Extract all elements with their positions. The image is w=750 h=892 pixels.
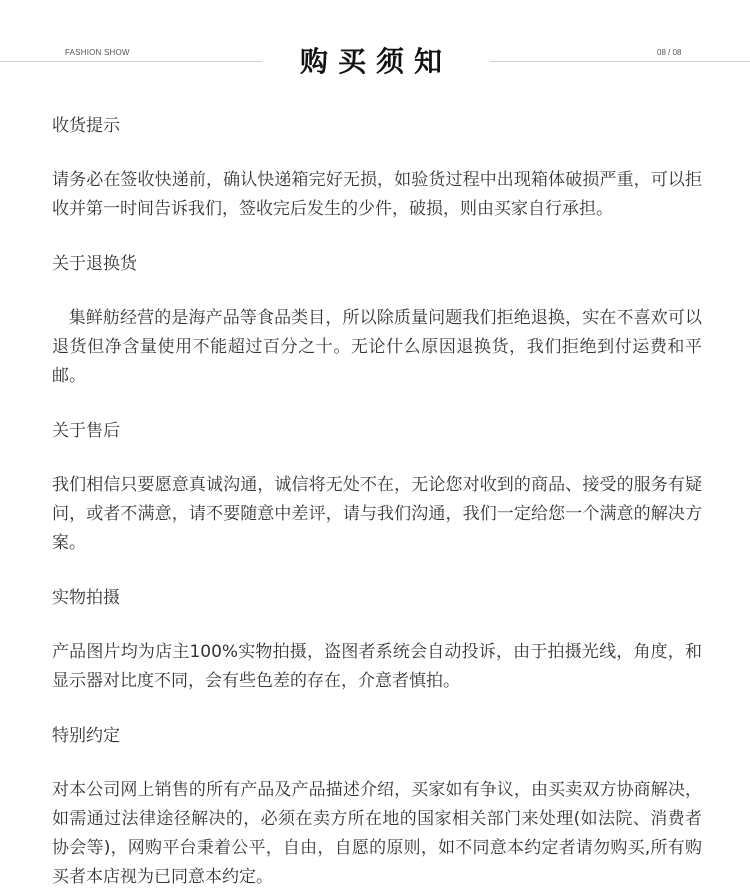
section-heading: 特别约定 — [52, 726, 120, 746]
section-body: 我们相信只要愿意真诚沟通，诚信将无处不在，无论您对收到的商品、接受的服务有疑问，或者不满意，请不要随意中差评，请与我们沟通，我们一定给您一个满意的解决方案。 — [52, 475, 702, 553]
section-heading: 实物拍摄 — [52, 588, 120, 608]
brand-label: FASHION SHOW — [65, 48, 130, 57]
page-header — [0, 0, 750, 100]
section-body: 请务必在签收快递前，确认快递箱完好无损，如验货过程中出现箱体破损严重，可以拒收并第一时间告诉我们，签收完后发生的少件，破损，则由买家自行承担。 — [52, 170, 702, 219]
notice-content — [52, 112, 702, 892]
header-rule-right — [490, 61, 750, 62]
section-heading: 关于退换货 — [52, 254, 137, 274]
section-shipping-notice — [52, 112, 702, 250]
section-body: 集鲜舫经营的是海产品等食品类目，所以除质量问题我们拒绝退换，实在不喜欢可以退货但净含量使用不能超过百分之十。无论什么原因退换货，我们拒绝到付运费和平邮。 — [52, 308, 703, 386]
section-real-photos — [52, 584, 702, 722]
section-heading: 收货提示 — [52, 116, 120, 136]
section-special-agreement — [52, 722, 702, 892]
section-body: 对本公司网上销售的所有产品及产品描述介绍，买家如有争议，由买卖双方协商解决，如需通过法律途径解决的，必须在卖方所在地的国家相关部门来处理(如法院、消费者协会等)，网购平台秉着公平，自由，自愿的原则，如不同意本约定者请勿购买,所有购买者本店视为已同意本约定。 — [52, 780, 702, 887]
page-number: 08 / 08 — [657, 48, 682, 57]
section-returns — [52, 250, 702, 417]
page-title: 购买须知 — [299, 45, 452, 78]
header-rule-left — [0, 61, 262, 62]
section-after-sales — [52, 417, 702, 584]
section-body: 产品图片均为店主100%实物拍摄，盗图者系统会自动投诉，由于拍摄光线，角度，和显示器对比度不同，会有些色差的存在，介意者慎拍。 — [52, 642, 702, 691]
section-heading: 关于售后 — [52, 421, 120, 441]
